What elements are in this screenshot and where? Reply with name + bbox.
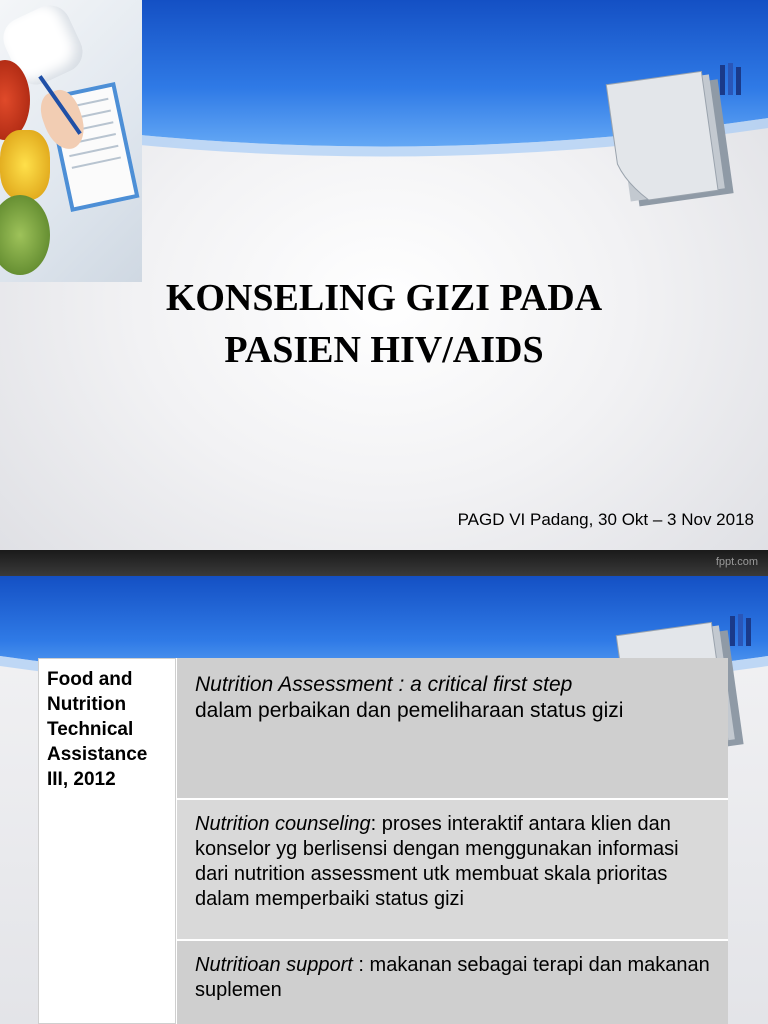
- term-support: Nutritioan support: [195, 954, 353, 976]
- content-slide: [0, 576, 768, 1024]
- definition-support: : makanan sebagai terapi dan makanan suplemen: [195, 954, 710, 1001]
- pepper: [0, 130, 50, 200]
- title-line-2: PASIEN HIV/AIDS: [224, 329, 544, 371]
- source-line: III, 2012: [47, 769, 116, 790]
- term-counseling: Nutrition counseling: [195, 813, 371, 835]
- table-row: [176, 941, 728, 1024]
- doctor-writing-photo: [0, 0, 142, 282]
- table-row: [176, 800, 728, 941]
- vegetable: [0, 195, 50, 275]
- source-line: Assistance: [47, 744, 148, 765]
- slide-separator: [0, 550, 768, 576]
- definition-counseling: : proses interaktif antara klien dan konselor yg berlisensi dengan menggunakan informasi dari nutrition assessment utk membuat skala prioritas dalam memperbaiki status gizi: [195, 813, 679, 910]
- title-line-1: KONSELING GIZI PADA: [165, 277, 603, 319]
- paper-stack-icon: [600, 55, 760, 215]
- watermark: fppt.com: [715, 556, 758, 568]
- source-cell: [38, 658, 176, 1024]
- source-line: Food and: [47, 669, 133, 690]
- page-title: [40, 272, 728, 376]
- source-line: Technical: [47, 719, 134, 740]
- term-assessment: Nutrition Assessment : a critical first step: [195, 673, 573, 696]
- definition-assessment: dalam perbaikan dan pemeliharaan status gizi: [195, 699, 624, 722]
- table-row: [176, 658, 728, 800]
- definition-table: [38, 658, 728, 1024]
- event-subtitle: PAGD VI Padang, 30 Okt – 3 Nov 2018: [457, 510, 754, 529]
- source-line: Nutrition: [47, 694, 127, 715]
